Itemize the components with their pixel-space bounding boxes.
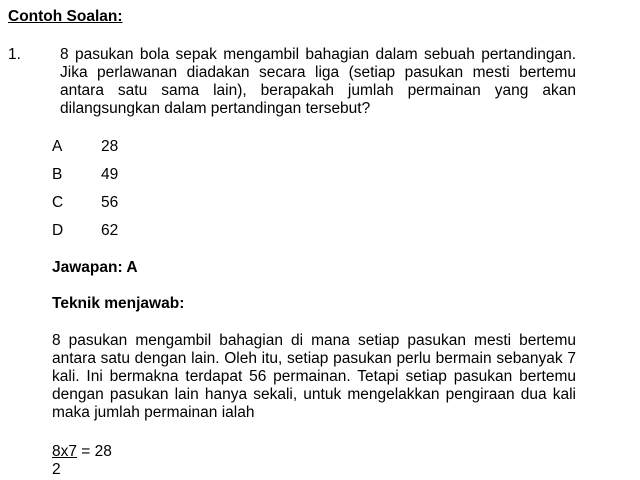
option-value: 28 bbox=[101, 138, 119, 155]
option-value: 49 bbox=[101, 166, 119, 183]
question-text: 8 pasukan bola sepak mengambil bahagian dalam sebuah pertandingan. Jika perlawanan diadakan secara liga (setiap pasukan mesti bertemu antara satu sama lain), berapakah jumlah permainan yang akan dilangsungkan dalam pertandingan tersebut? bbox=[60, 46, 576, 117]
page-heading: Contoh Soalan: bbox=[8, 8, 123, 25]
option-letter: C bbox=[52, 194, 64, 211]
formula-numerator-line bbox=[52, 443, 112, 461]
formula-denominator: 2 bbox=[52, 461, 61, 478]
option-value: 56 bbox=[101, 194, 119, 211]
option-letter: A bbox=[52, 138, 63, 155]
option-letter: D bbox=[52, 222, 64, 239]
option-letter: B bbox=[52, 166, 63, 183]
technique-heading: Teknik menjawab: bbox=[52, 295, 185, 312]
answer-label: Jawapan: A bbox=[52, 259, 138, 276]
explanation-text: 8 pasukan mengambil bahagian di mana setiap pasukan mesti bertemu antara satu dengan lain. Oleh itu, setiap pasukan perlu bermain sebanyak 7 kali. Ini bermakna terdapat 56 permainan. Tetapi setiap pasukan bertemu dengan pasukan lain hanya sekali, untuk mengelakkan pengiraan dua kali maka jumlah permainan ialah bbox=[52, 332, 576, 421]
question-number: 1. bbox=[8, 46, 21, 63]
option-value: 62 bbox=[101, 222, 119, 239]
formula-numerator: 8x7 bbox=[52, 443, 77, 460]
formula-result: = 28 bbox=[77, 443, 112, 460]
